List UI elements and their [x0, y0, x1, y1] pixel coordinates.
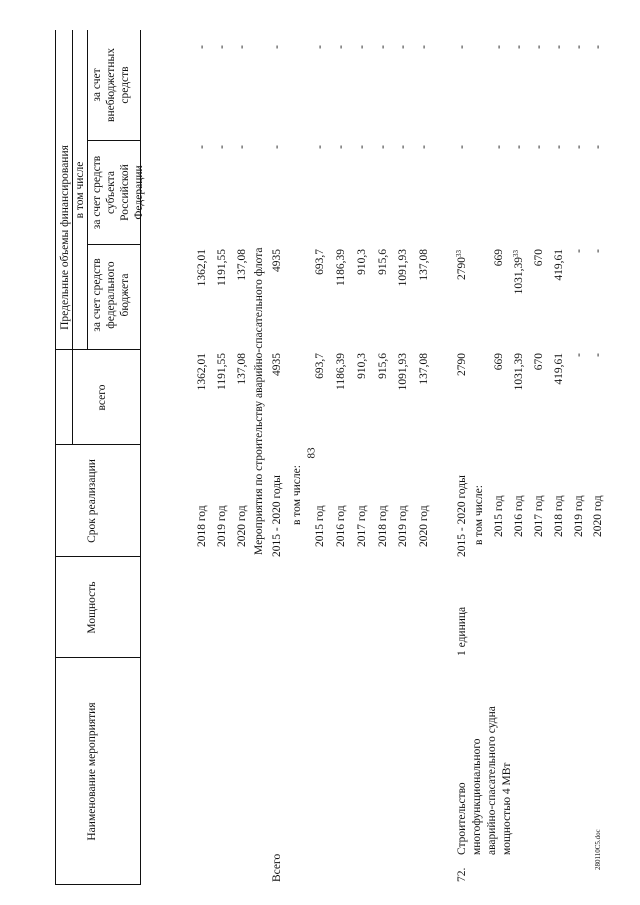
item72-row-4-federal: - [573, 249, 585, 253]
federal-regional-divider [87, 244, 140, 245]
item72-row-2-federal: 670 [533, 249, 545, 267]
vsego-row-5-federal: 137,08 [418, 249, 430, 281]
item72-row-5-regional: - [592, 145, 604, 149]
item72-federal: 2790 [456, 257, 468, 280]
item72-capacity: 1 единица [456, 606, 468, 656]
vsego-row-5-extra: - [418, 45, 430, 49]
item72-row-4-extra: - [573, 45, 585, 49]
top-row-2-federal: 137,08 [236, 249, 248, 281]
vsego-row-4-total: 1091,93 [397, 353, 409, 391]
item72-row-2-total: 670 [533, 353, 545, 371]
vsego-period: 2015 - 2020 годы [271, 475, 283, 557]
vsego-regional: - [271, 145, 283, 149]
vsego-total: 4935 [271, 353, 283, 376]
item72-name-line-3: мощностью 4 МВт [501, 762, 513, 855]
vsego-row-3-regional: - [377, 145, 389, 149]
vsego-row-3-extra: - [377, 45, 389, 49]
item72-federal-sup: 33 [455, 250, 463, 257]
vsego-row-0-federal: 693,7 [314, 249, 326, 275]
vsego-federal: 4935 [271, 249, 283, 272]
item72-row-3-extra: - [553, 45, 565, 49]
vsego-row-3-federal: 915,6 [377, 249, 389, 275]
item72-row-3-regional: - [553, 145, 565, 149]
vsego-row-5-total: 137,08 [418, 353, 430, 385]
vsego-row-1-federal: 1186,39 [335, 249, 347, 286]
item72-period: 2015 - 2020 годы [456, 475, 468, 557]
item72-row-0-extra: - [493, 45, 505, 49]
vsego-row-1-extra: - [335, 45, 347, 49]
item72-row-0-federal: 669 [493, 249, 505, 267]
vsego-row-5-period: 2020 год [418, 505, 430, 547]
item72-row-4-period: 2019 год [573, 495, 585, 537]
top-row-0-total: 1362,01 [196, 353, 208, 391]
top-row-2-extra: - [236, 45, 248, 49]
header-federal: за счет средств федерального бюджета [91, 258, 131, 332]
vsego-row-4-extra: - [397, 45, 409, 49]
vsego-row-4-federal: 1091,93 [397, 249, 409, 287]
vsego-row-2-total: 910,3 [356, 353, 368, 379]
vsego-row-2-period: 2017 год [356, 505, 368, 547]
item72-row-2-extra: - [533, 45, 545, 49]
item72-row-4-total: - [573, 353, 585, 357]
top-row-0-federal: 1362,01 [196, 249, 208, 287]
item72-row-0-regional: - [493, 145, 505, 149]
vsego-extra: - [271, 45, 283, 49]
top-row-1-regional: - [216, 145, 228, 149]
top-row-1-period: 2019 год [216, 505, 228, 547]
page-number: 83 [305, 447, 318, 459]
item72-row-5-period: 2020 год [592, 495, 604, 537]
item72-number: 72. [456, 867, 468, 882]
vsego-row-2-regional: - [356, 145, 368, 149]
vsego-row-2-federal: 910,3 [356, 249, 368, 275]
top-row-1-extra: - [216, 45, 228, 49]
header-total: всего [96, 384, 108, 411]
item72-row-4-regional: - [573, 145, 585, 149]
item72-row-1-period: 2016 год [513, 495, 525, 537]
header-regional: за счет средств субъекта Российской Федерации [91, 155, 145, 230]
vsego-row-0-total: 693,7 [314, 353, 326, 379]
top-row-1-federal: 1191,55 [216, 249, 228, 286]
item72-row-1-regional: - [513, 145, 525, 149]
vsego-including: в том числе: [291, 465, 303, 525]
item72-row-5-federal: - [592, 249, 604, 253]
item72-row-1-federal-sup: 33 [512, 250, 520, 257]
item72-total: 2790 [456, 353, 468, 376]
header-funding: Предельные объемы финансирования [59, 145, 71, 330]
item72-regional: - [456, 145, 468, 149]
table-top-border [55, 30, 56, 885]
vsego-row-2-extra: - [356, 45, 368, 49]
vsego-row-1-regional: - [335, 145, 347, 149]
top-row-2-regional: - [236, 145, 248, 149]
item72-row-2-regional: - [533, 145, 545, 149]
footer-code: 280110C5.doc [594, 829, 602, 870]
item72-row-1-federal: 1031,39 [513, 257, 525, 295]
item72-including: в том числе: [473, 485, 485, 545]
vsego-row-0-regional: - [314, 145, 326, 149]
item72-name-line-0: Строительство [456, 782, 468, 855]
item72-row-0-total: 669 [493, 353, 505, 371]
vsego-row-3-total: 915,6 [377, 353, 389, 379]
item72-row-3-total: 419,61 [553, 353, 565, 385]
item72-row-0-period: 2015 год [493, 495, 505, 537]
vsego-row-1-period: 2016 год [335, 505, 347, 547]
vsego-row-5-regional: - [418, 145, 430, 149]
regional-extra-divider [87, 140, 140, 141]
vsego-label: Всего [271, 853, 283, 882]
vsego-row-0-period: 2015 год [314, 505, 326, 547]
top-row-2-period: 2020 год [236, 505, 248, 547]
vsego-row-3-period: 2018 год [377, 505, 389, 547]
top-row-0-regional: - [196, 145, 208, 149]
top-row-0-period: 2018 год [196, 505, 208, 547]
item72-row-5-total: - [592, 353, 604, 357]
item72-row-1-extra: - [513, 45, 525, 49]
item72-row-5-extra: - [592, 45, 604, 49]
header-extrabudget: за счет внебюджетных средств [91, 48, 131, 122]
item72-name-line-1: многофункционального [471, 738, 483, 855]
item72-row-3-period: 2018 год [553, 495, 565, 537]
including-header-bottom [87, 30, 88, 350]
top-row-1-total: 1191,55 [216, 353, 228, 390]
section-title: Мероприятия по строительству аварийно-спасательного флота [253, 247, 265, 555]
item72-extra: - [456, 45, 468, 49]
header-capacity: Мощность [86, 581, 98, 634]
header-including: в том числе [74, 161, 86, 219]
item72-row-2-period: 2017 год [533, 495, 545, 537]
vsego-row-0-extra: - [314, 45, 326, 49]
vsego-row-1-total: 1186,39 [335, 353, 347, 390]
top-row-0-extra: - [196, 45, 208, 49]
vsego-row-4-period: 2019 год [397, 505, 409, 547]
item72-name-line-2: аварийно-спасательного судна [486, 706, 498, 855]
vsego-row-4-regional: - [397, 145, 409, 149]
item72-row-1-total: 1031,39 [513, 353, 525, 391]
header-period: Срок реализации [86, 459, 98, 543]
item72-row-3-federal: 419,61 [553, 249, 565, 281]
top-row-2-total: 137,08 [236, 353, 248, 385]
header-name: Наименование мероприятия [86, 702, 98, 841]
